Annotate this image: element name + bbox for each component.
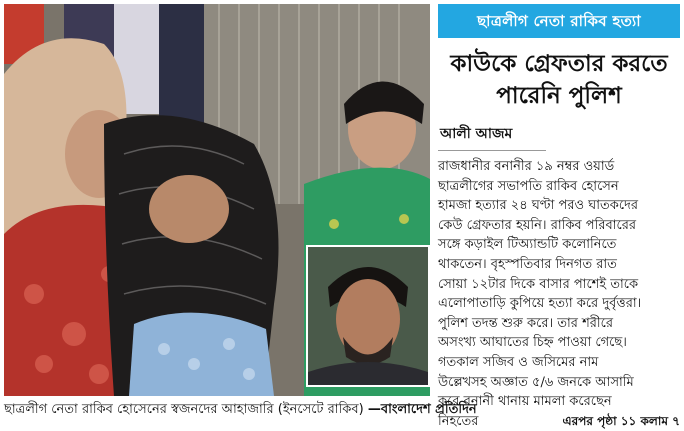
body-line: ছাত্রলীগের সভাপতি রাকিব হোসেন	[438, 178, 619, 194]
body-line: হামজা হত্যার ২৪ ঘণ্টা পরও ঘাতকদের	[438, 198, 639, 214]
article-headline	[438, 48, 680, 112]
body-line: গতকাল সজিব ও জসিমের নাম	[438, 354, 599, 370]
body-line: রাজধানীর বনানীর ১৯ নম্বর ওয়ার্ড	[438, 159, 615, 174]
body-line: থাকতেন। বৃহস্পতিবার দিনগত রাত	[438, 256, 617, 272]
portrait-illustration	[308, 247, 428, 385]
body-line: সোয়া ১২টার দিকে বাসার পাশেই তাকে	[438, 276, 639, 292]
body-line: কেউ গ্রেফতার হয়নি। রাকিব পরিবারের	[438, 217, 637, 233]
caption-text: ছাত্রলীগ নেতা রাকিব হোসেনের স্বজনদের আহাজারি (ইনসেটে রাকিব)	[4, 402, 364, 417]
news-photo	[4, 4, 430, 396]
body-line: এলোপাতাড়ি কুপিয়ে হত্যা করে দুর্বৃত্তরা।	[438, 296, 642, 312]
article-body	[438, 157, 680, 431]
article-byline: আলী আজম	[440, 126, 513, 142]
article-kicker: ছাত্রলীগ নেতা রাকিব হত্যা	[438, 4, 680, 38]
body-line: সঙ্গে কড়াইল টিঅ্যান্ডটি কলোনিতে	[438, 237, 617, 253]
inset-portrait-photo	[306, 245, 430, 387]
body-line: করে বনানী থানায় মামলা করেছেন	[438, 394, 612, 410]
byline-divider	[438, 150, 546, 151]
headline-line-2: পারেনি পুলিশ	[496, 83, 622, 109]
body-last-text: নিহতের	[438, 413, 479, 429]
body-line: অসংখ্য আঘাতের চিহ্ন পাওয়া গেছে।	[438, 335, 627, 351]
body-line: পুলিশ তদন্ত শুরু করে। তার শরীরে	[438, 315, 614, 331]
article-column	[438, 4, 680, 429]
body-line: উল্লেখসহ অজ্ঞাত ৫/৬ জনকে আসামি	[438, 374, 634, 390]
body-last-line	[438, 412, 680, 431]
headline-line-1: কাউকে গ্রেফতার করতে	[450, 51, 668, 77]
continuation-link[interactable]: এরপর পৃষ্ঠা ১১ কলাম ৭	[562, 413, 680, 428]
photo-credit: —বাংলাদেশ প্রতিদিন	[367, 402, 477, 417]
